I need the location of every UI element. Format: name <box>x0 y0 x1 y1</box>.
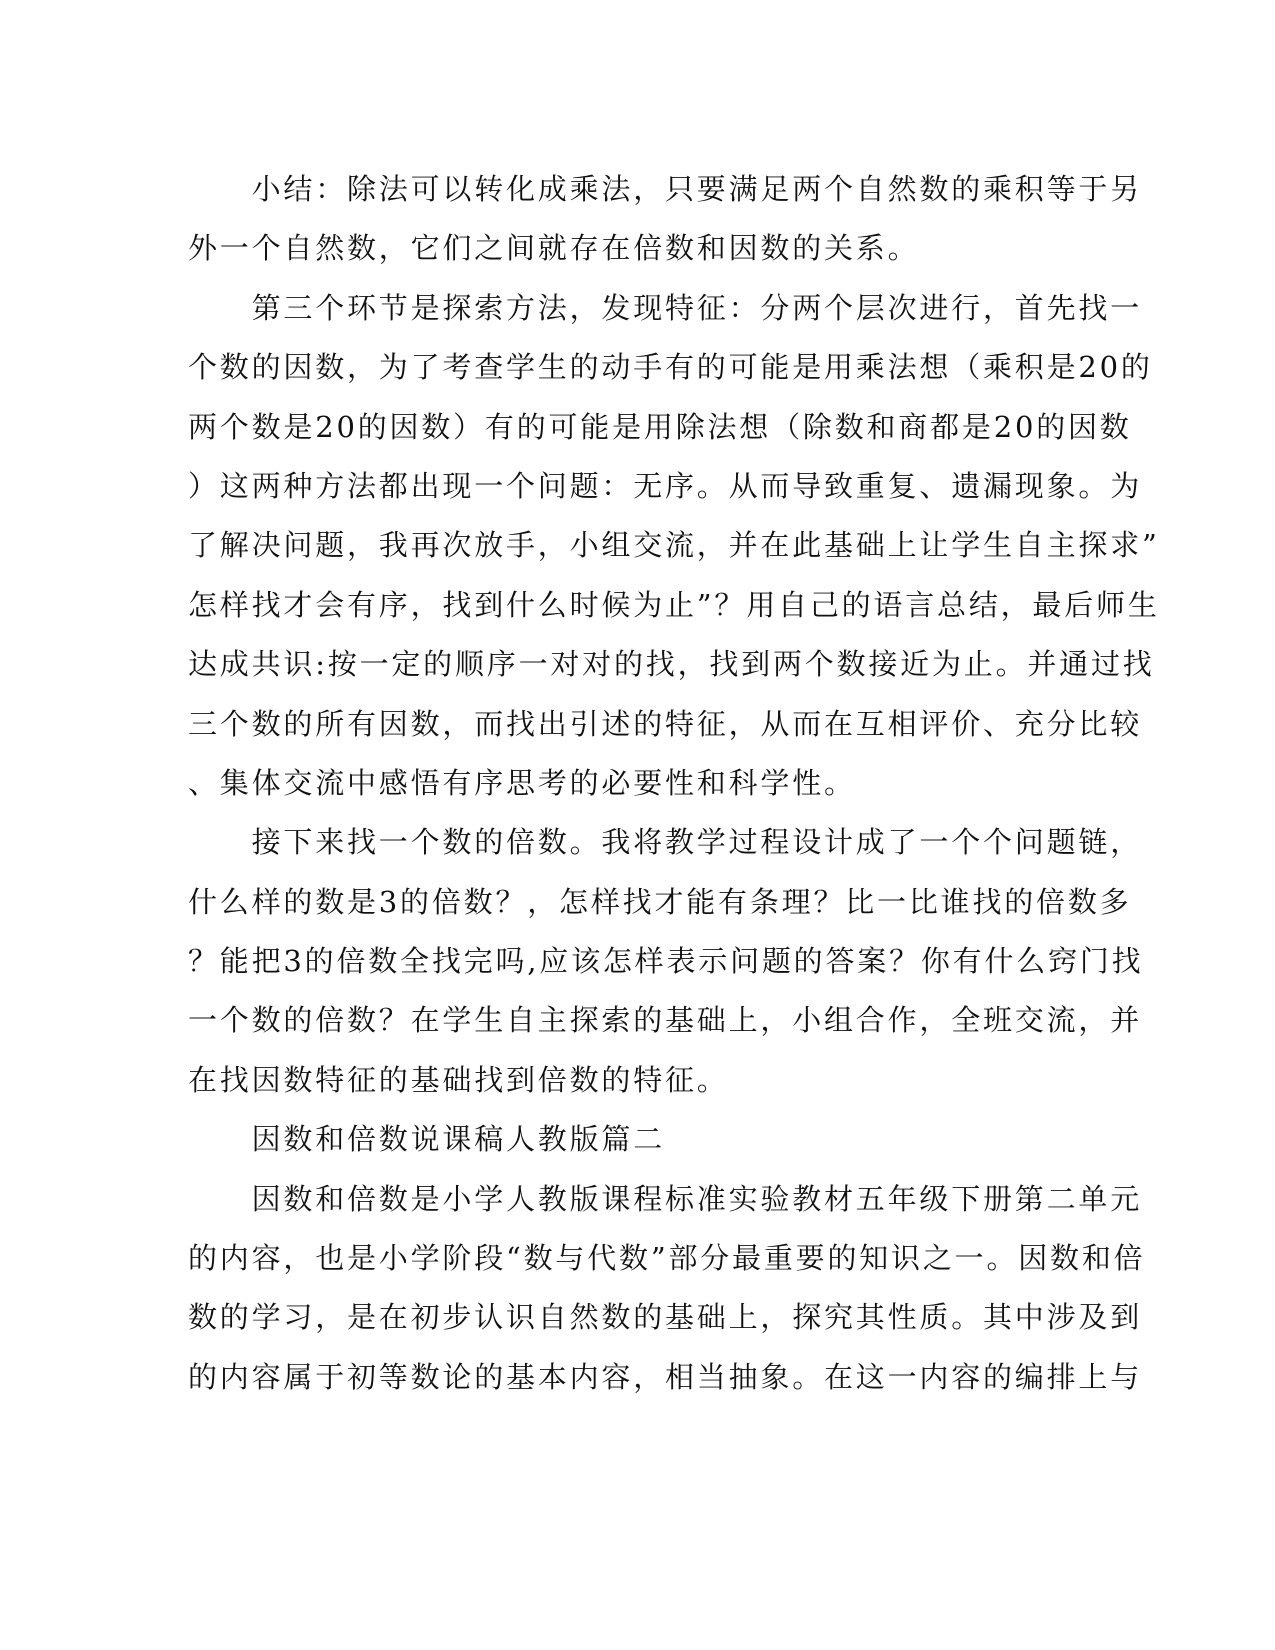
text-line: 什么样的数是3的倍数？，怎样找才能有条理？比一比谁找的倍数多 <box>188 884 1132 919</box>
text-line: 、集体交流中感悟有序思考的必要性和科学性。 <box>188 765 856 800</box>
text-line: 在找因数特征的基础找到倍数的特征。 <box>188 1062 729 1097</box>
section-heading: 因数和倍数说课稿人教版篇二 <box>188 1122 666 1157</box>
text-line: 数的学习，是在初步认识自然数的基础上，探究其性质。其中涉及到 <box>188 1300 1143 1335</box>
document-body <box>188 160 1160 1407</box>
text-line: 一个数的倍数？在学生自主探索的基础上，小组合作，全班交流，并 <box>188 1003 1143 1038</box>
text-line: 怎样找才会有序，找到什么时候为止”？用自己的语言总结，最后师生 <box>188 587 1160 622</box>
text-line: 三个数的所有因数，而找出引述的特征，从而在互相评价、充分比较 <box>188 706 1143 741</box>
text-line: 因数和倍数是小学人教版课程标准实验教材五年级下册第二单元 <box>188 1181 1143 1216</box>
text-line: 两个数是20的因数）有的可能是用除法想（除数和商都是20的因数 <box>188 409 1132 444</box>
text-line: 外一个自然数，它们之间就存在倍数和因数的关系。 <box>188 231 920 266</box>
text-line: ？能把3的倍数全找完吗,应该怎样表示问题的答案？你有什么窍门找 <box>188 944 1144 979</box>
text-line: ）这两种方法都出现一个问题：无序。从而导致重复、遗漏现象。为 <box>188 468 1143 503</box>
text-line: 小结：除法可以转化成乘法，只要满足两个自然数的乘积等于另 <box>188 172 1143 206</box>
text-line: 的内容属于初等数论的基本内容，相当抽象。在这一内容的编排上与 <box>188 1359 1143 1394</box>
text-line: 第三个环节是探索方法，发现特征：分两个层次进行，首先找一 <box>188 290 1143 325</box>
text-line: 个数的因数，为了考查学生的动手有的可能是用乘法想（乘积是20的 <box>188 350 1153 385</box>
text-line: 达成共识:按一定的顺序一对对的找，找到两个数接近为止。并通过找 <box>188 647 1155 682</box>
text-line: 的内容，也是小学阶段“数与代数”部分最重要的知识之一。因数和倍 <box>188 1241 1146 1276</box>
text-line: 接下来找一个数的倍数。我将教学过程设计成了一个个问题链， <box>188 825 1143 860</box>
text-line: 了解决问题，我再次放手，小组交流，并在此基础上让学生自主探求” <box>188 528 1160 563</box>
